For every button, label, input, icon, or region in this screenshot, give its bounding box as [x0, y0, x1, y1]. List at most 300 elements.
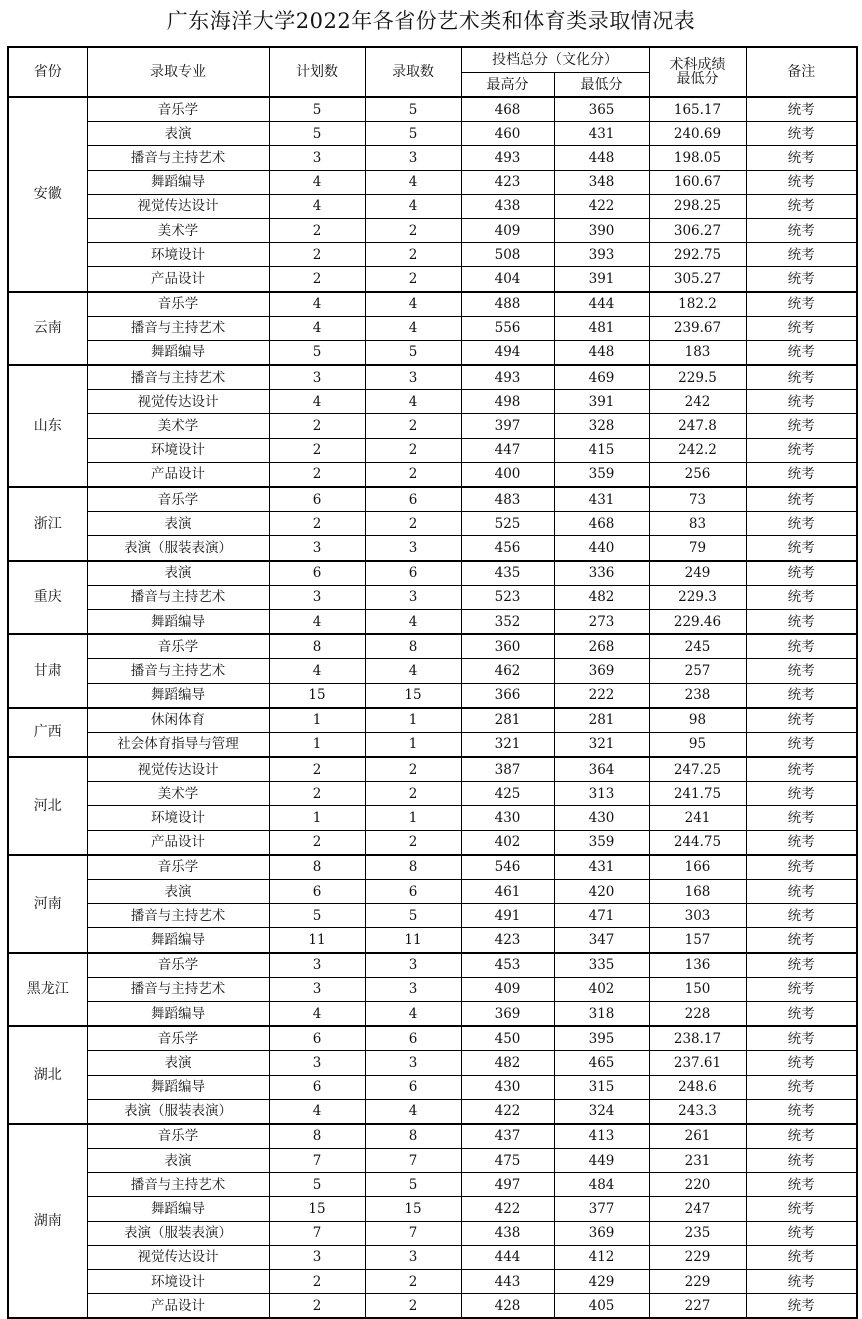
min-score-cell: 359 [554, 462, 649, 487]
note-cell: 统考 [746, 292, 857, 317]
header-major: 录取专业 [87, 47, 269, 97]
note-cell: 统考 [746, 585, 857, 609]
province-group [8, 487, 857, 561]
art-min-score-cell: 182.2 [649, 292, 746, 317]
max-score-cell: 498 [461, 390, 554, 414]
plan-cell: 2 [269, 462, 365, 487]
plan-cell: 3 [269, 365, 365, 390]
province-group [8, 634, 857, 708]
min-score-cell: 468 [554, 512, 649, 536]
table-row [8, 732, 857, 757]
plan-cell: 15 [269, 683, 365, 708]
min-score-cell: 315 [554, 1075, 649, 1099]
admitted-cell: 6 [365, 1075, 461, 1099]
art-min-score-cell: 240.69 [649, 122, 746, 146]
plan-cell: 5 [269, 1173, 365, 1197]
admitted-cell: 15 [365, 1197, 461, 1221]
note-cell: 统考 [746, 170, 857, 194]
plan-cell: 6 [269, 880, 365, 904]
note-cell: 统考 [746, 855, 857, 880]
art-min-score-cell: 229 [649, 1245, 746, 1269]
plan-cell: 4 [269, 1001, 365, 1026]
admitted-cell: 3 [365, 585, 461, 609]
max-score-cell: 488 [461, 292, 554, 317]
max-score-cell: 321 [461, 732, 554, 757]
province-group [8, 757, 857, 855]
min-score-cell: 444 [554, 292, 649, 317]
art-min-score-cell: 245 [649, 634, 746, 659]
plan-cell: 1 [269, 732, 365, 757]
province-cell: 浙江 [8, 487, 87, 561]
plan-cell: 6 [269, 1026, 365, 1051]
min-score-cell: 402 [554, 977, 649, 1001]
plan-cell: 7 [269, 1221, 365, 1245]
header-art-min-line1: 术科成绩 [669, 57, 726, 73]
major-cell: 产品设计 [87, 830, 269, 855]
plan-cell: 3 [269, 1245, 365, 1269]
province-cell: 黑龙江 [8, 953, 87, 1027]
art-min-score-cell: 136 [649, 953, 746, 978]
note-cell: 统考 [746, 1124, 857, 1149]
plan-cell: 1 [269, 708, 365, 733]
max-score-cell: 423 [461, 928, 554, 953]
table-row [8, 1051, 857, 1075]
major-cell: 表演 [87, 561, 269, 586]
note-cell: 统考 [746, 1173, 857, 1197]
art-min-score-cell: 247 [649, 1197, 746, 1221]
table-row [8, 487, 857, 512]
max-score-cell: 430 [461, 1075, 554, 1099]
art-min-score-cell: 305.27 [649, 267, 746, 292]
table-row [8, 194, 857, 218]
min-score-cell: 449 [554, 1149, 649, 1173]
major-cell: 舞蹈编导 [87, 1075, 269, 1099]
table-row [8, 438, 857, 462]
major-cell: 视觉传达设计 [87, 757, 269, 782]
plan-cell: 8 [269, 855, 365, 880]
min-score-cell: 430 [554, 806, 649, 830]
province-cell: 甘肃 [8, 634, 87, 708]
art-min-score-cell: 83 [649, 512, 746, 536]
max-score-cell: 422 [461, 1197, 554, 1221]
table-row [8, 122, 857, 146]
note-cell: 统考 [746, 757, 857, 782]
province-cell: 湖北 [8, 1026, 87, 1124]
admitted-cell: 2 [365, 782, 461, 806]
plan-cell: 2 [269, 757, 365, 782]
plan-cell: 4 [269, 1099, 365, 1124]
max-score-cell: 456 [461, 536, 554, 561]
plan-cell: 6 [269, 561, 365, 586]
art-min-score-cell: 228 [649, 1001, 746, 1026]
max-score-cell: 425 [461, 782, 554, 806]
major-cell: 表演 [87, 880, 269, 904]
max-score-cell: 461 [461, 880, 554, 904]
plan-cell: 7 [269, 1149, 365, 1173]
admitted-cell: 6 [365, 561, 461, 586]
plan-cell: 8 [269, 634, 365, 659]
min-score-cell: 335 [554, 953, 649, 978]
table-row [8, 316, 857, 340]
plan-cell: 4 [269, 194, 365, 218]
note-cell: 统考 [746, 977, 857, 1001]
major-cell: 舞蹈编导 [87, 683, 269, 708]
art-min-score-cell: 303 [649, 904, 746, 928]
art-min-score-cell: 229 [649, 1270, 746, 1294]
art-min-score-cell: 241 [649, 806, 746, 830]
plan-cell: 2 [269, 243, 365, 267]
table-row [8, 585, 857, 609]
note-cell: 统考 [746, 487, 857, 512]
admitted-cell: 2 [365, 414, 461, 438]
min-score-cell: 405 [554, 1294, 649, 1319]
table-row [8, 683, 857, 708]
table-row [8, 390, 857, 414]
table-row [8, 880, 857, 904]
admitted-cell: 5 [365, 904, 461, 928]
plan-cell: 2 [269, 267, 365, 292]
max-score-cell: 494 [461, 340, 554, 365]
major-cell: 舞蹈编导 [87, 1001, 269, 1026]
min-score-cell: 364 [554, 757, 649, 782]
note-cell: 统考 [746, 218, 857, 242]
major-cell: 播音与主持艺术 [87, 1173, 269, 1197]
max-score-cell: 428 [461, 1294, 554, 1319]
province-cell: 重庆 [8, 561, 87, 635]
major-cell: 播音与主持艺术 [87, 316, 269, 340]
admitted-cell: 5 [365, 97, 461, 122]
art-min-score-cell: 244.75 [649, 830, 746, 855]
province-group [8, 292, 857, 366]
art-min-score-cell: 168 [649, 880, 746, 904]
note-cell: 统考 [746, 609, 857, 634]
table-row [8, 365, 857, 390]
art-min-score-cell: 239.67 [649, 316, 746, 340]
note-cell: 统考 [746, 194, 857, 218]
major-cell: 产品设计 [87, 1294, 269, 1319]
table-row [8, 1099, 857, 1124]
table-row [8, 659, 857, 683]
max-score-cell: 400 [461, 462, 554, 487]
max-score-cell: 409 [461, 977, 554, 1001]
plan-cell: 4 [269, 316, 365, 340]
major-cell: 音乐学 [87, 487, 269, 512]
note-cell: 统考 [746, 1075, 857, 1099]
major-cell: 环境设计 [87, 243, 269, 267]
plan-cell: 2 [269, 512, 365, 536]
max-score-cell: 435 [461, 561, 554, 586]
table-row [8, 243, 857, 267]
note-cell: 统考 [746, 880, 857, 904]
plan-cell: 4 [269, 609, 365, 634]
art-min-score-cell: 183 [649, 340, 746, 365]
art-min-score-cell: 242 [649, 390, 746, 414]
max-score-cell: 443 [461, 1270, 554, 1294]
max-score-cell: 497 [461, 1173, 554, 1197]
min-score-cell: 365 [554, 97, 649, 122]
min-score-cell: 391 [554, 390, 649, 414]
major-cell: 播音与主持艺术 [87, 146, 269, 170]
note-cell: 统考 [746, 365, 857, 390]
art-min-score-cell: 229.5 [649, 365, 746, 390]
plan-cell: 8 [269, 1124, 365, 1149]
table-row [8, 806, 857, 830]
major-cell: 环境设计 [87, 806, 269, 830]
major-cell: 美术学 [87, 414, 269, 438]
province-group [8, 1124, 857, 1319]
plan-cell: 5 [269, 122, 365, 146]
note-cell: 统考 [746, 414, 857, 438]
plan-cell: 2 [269, 830, 365, 855]
table-row [8, 708, 857, 733]
plan-cell: 5 [269, 340, 365, 365]
min-score-cell: 448 [554, 340, 649, 365]
plan-cell: 4 [269, 390, 365, 414]
major-cell: 表演 [87, 122, 269, 146]
province-cell: 云南 [8, 292, 87, 366]
admitted-cell: 2 [365, 1270, 461, 1294]
art-min-score-cell: 157 [649, 928, 746, 953]
art-min-score-cell: 79 [649, 536, 746, 561]
plan-cell: 2 [269, 414, 365, 438]
admitted-cell: 4 [365, 1099, 461, 1124]
note-cell: 统考 [746, 659, 857, 683]
note-cell: 统考 [746, 340, 857, 365]
header-province: 省份 [8, 47, 87, 97]
max-score-cell: 546 [461, 855, 554, 880]
admitted-cell: 6 [365, 1026, 461, 1051]
plan-cell: 5 [269, 904, 365, 928]
table-row [8, 561, 857, 586]
major-cell: 美术学 [87, 782, 269, 806]
plan-cell: 2 [269, 1294, 365, 1319]
art-min-score-cell: 227 [649, 1294, 746, 1319]
plan-cell: 4 [269, 659, 365, 683]
note-cell: 统考 [746, 1270, 857, 1294]
plan-cell: 3 [269, 1051, 365, 1075]
max-score-cell: 437 [461, 1124, 554, 1149]
art-min-score-cell: 166 [649, 855, 746, 880]
admitted-cell: 4 [365, 194, 461, 218]
table-row [8, 1124, 857, 1149]
min-score-cell: 431 [554, 855, 649, 880]
table-row [8, 1221, 857, 1245]
header-score-group: 投档总分（文化分） [461, 47, 649, 73]
major-cell: 音乐学 [87, 1124, 269, 1149]
min-score-cell: 413 [554, 1124, 649, 1149]
max-score-cell: 352 [461, 609, 554, 634]
note-cell: 统考 [746, 438, 857, 462]
note-cell: 统考 [746, 561, 857, 586]
min-score-cell: 369 [554, 1221, 649, 1245]
art-min-score-cell: 220 [649, 1173, 746, 1197]
min-score-cell: 273 [554, 609, 649, 634]
admitted-cell: 3 [365, 1051, 461, 1075]
min-score-cell: 395 [554, 1026, 649, 1051]
province-cell: 山东 [8, 365, 87, 487]
note-cell: 统考 [746, 462, 857, 487]
table-row [8, 146, 857, 170]
max-score-cell: 460 [461, 122, 554, 146]
table-row [8, 414, 857, 438]
art-min-score-cell: 235 [649, 1221, 746, 1245]
major-cell: 播音与主持艺术 [87, 659, 269, 683]
max-score-cell: 402 [461, 830, 554, 855]
art-min-score-cell: 98 [649, 708, 746, 733]
province-cell: 湖南 [8, 1124, 87, 1319]
admitted-cell: 5 [365, 340, 461, 365]
max-score-cell: 422 [461, 1099, 554, 1124]
note-cell: 统考 [746, 536, 857, 561]
min-score-cell: 393 [554, 243, 649, 267]
admitted-cell: 7 [365, 1221, 461, 1245]
admitted-cell: 3 [365, 146, 461, 170]
table-row [8, 1294, 857, 1319]
min-score-cell: 377 [554, 1197, 649, 1221]
province-cell: 安徽 [8, 97, 87, 292]
max-score-cell: 523 [461, 585, 554, 609]
min-score-cell: 391 [554, 267, 649, 292]
admitted-cell: 8 [365, 634, 461, 659]
plan-cell: 2 [269, 438, 365, 462]
admitted-cell: 3 [365, 1245, 461, 1269]
admitted-cell: 4 [365, 609, 461, 634]
art-min-score-cell: 160.67 [649, 170, 746, 194]
min-score-cell: 415 [554, 438, 649, 462]
table-row [8, 1245, 857, 1269]
province-group [8, 708, 857, 757]
major-cell: 播音与主持艺术 [87, 904, 269, 928]
admitted-cell: 4 [365, 1001, 461, 1026]
admitted-cell: 3 [365, 536, 461, 561]
table-row [8, 340, 857, 365]
table-row [8, 904, 857, 928]
note-cell: 统考 [746, 1051, 857, 1075]
max-score-cell: 556 [461, 316, 554, 340]
art-min-score-cell: 238 [649, 683, 746, 708]
major-cell: 播音与主持艺术 [87, 365, 269, 390]
min-score-cell: 440 [554, 536, 649, 561]
plan-cell: 3 [269, 953, 365, 978]
admitted-cell: 1 [365, 732, 461, 757]
art-min-score-cell: 238.17 [649, 1026, 746, 1051]
table-row [8, 1149, 857, 1173]
admitted-cell: 7 [365, 1149, 461, 1173]
note-cell: 统考 [746, 97, 857, 122]
min-score-cell: 268 [554, 634, 649, 659]
admitted-cell: 2 [365, 462, 461, 487]
major-cell: 休闲体育 [87, 708, 269, 733]
table-row [8, 634, 857, 659]
note-cell: 统考 [746, 243, 857, 267]
art-min-score-cell: 241.75 [649, 782, 746, 806]
table-row [8, 97, 857, 122]
admitted-cell: 2 [365, 243, 461, 267]
province-cell: 河南 [8, 855, 87, 953]
art-min-score-cell: 247.8 [649, 414, 746, 438]
max-score-cell: 493 [461, 146, 554, 170]
art-min-score-cell: 248.6 [649, 1075, 746, 1099]
plan-cell: 3 [269, 977, 365, 1001]
admission-table [7, 46, 858, 1319]
major-cell: 产品设计 [87, 267, 269, 292]
table-row [8, 536, 857, 561]
major-cell: 表演 [87, 1051, 269, 1075]
major-cell: 产品设计 [87, 462, 269, 487]
min-score-cell: 359 [554, 830, 649, 855]
note-cell: 统考 [746, 634, 857, 659]
major-cell: 社会体育指导与管理 [87, 732, 269, 757]
table-row [8, 218, 857, 242]
header-art-min-line2: 最低分 [676, 71, 719, 87]
plan-cell: 2 [269, 1270, 365, 1294]
plan-cell: 4 [269, 292, 365, 317]
major-cell: 表演（服装表演） [87, 536, 269, 561]
art-min-score-cell: 257 [649, 659, 746, 683]
max-score-cell: 525 [461, 512, 554, 536]
plan-cell: 4 [269, 170, 365, 194]
max-score-cell: 387 [461, 757, 554, 782]
major-cell: 音乐学 [87, 97, 269, 122]
max-score-cell: 468 [461, 97, 554, 122]
admitted-cell: 2 [365, 438, 461, 462]
admitted-cell: 2 [365, 218, 461, 242]
note-cell: 统考 [746, 1221, 857, 1245]
major-cell: 舞蹈编导 [87, 340, 269, 365]
note-cell: 统考 [746, 830, 857, 855]
admitted-cell: 4 [365, 659, 461, 683]
note-cell: 统考 [746, 928, 857, 953]
major-cell: 播音与主持艺术 [87, 977, 269, 1001]
admitted-cell: 8 [365, 855, 461, 880]
admitted-cell: 2 [365, 757, 461, 782]
note-cell: 统考 [746, 1294, 857, 1319]
table-row [8, 928, 857, 953]
major-cell: 音乐学 [87, 953, 269, 978]
major-cell: 视觉传达设计 [87, 1245, 269, 1269]
admitted-cell: 3 [365, 365, 461, 390]
note-cell: 统考 [746, 732, 857, 757]
plan-cell: 3 [269, 146, 365, 170]
min-score-cell: 369 [554, 659, 649, 683]
max-score-cell: 450 [461, 1026, 554, 1051]
art-min-score-cell: 292.75 [649, 243, 746, 267]
admitted-cell: 4 [365, 292, 461, 317]
note-cell: 统考 [746, 267, 857, 292]
min-score-cell: 328 [554, 414, 649, 438]
max-score-cell: 360 [461, 634, 554, 659]
max-score-cell: 483 [461, 487, 554, 512]
art-min-score-cell: 256 [649, 462, 746, 487]
table-row [8, 170, 857, 194]
table-row [8, 977, 857, 1001]
max-score-cell: 462 [461, 659, 554, 683]
table-row [8, 953, 857, 978]
art-min-score-cell: 198.05 [649, 146, 746, 170]
admitted-cell: 15 [365, 683, 461, 708]
province-group [8, 97, 857, 292]
plan-cell: 3 [269, 536, 365, 561]
table-row [8, 609, 857, 634]
min-score-cell: 469 [554, 365, 649, 390]
min-score-cell: 431 [554, 122, 649, 146]
major-cell: 舞蹈编导 [87, 928, 269, 953]
note-cell: 统考 [746, 512, 857, 536]
note-cell: 统考 [746, 1026, 857, 1051]
art-min-score-cell: 231 [649, 1149, 746, 1173]
province-cell: 广西 [8, 708, 87, 757]
min-score-cell: 318 [554, 1001, 649, 1026]
